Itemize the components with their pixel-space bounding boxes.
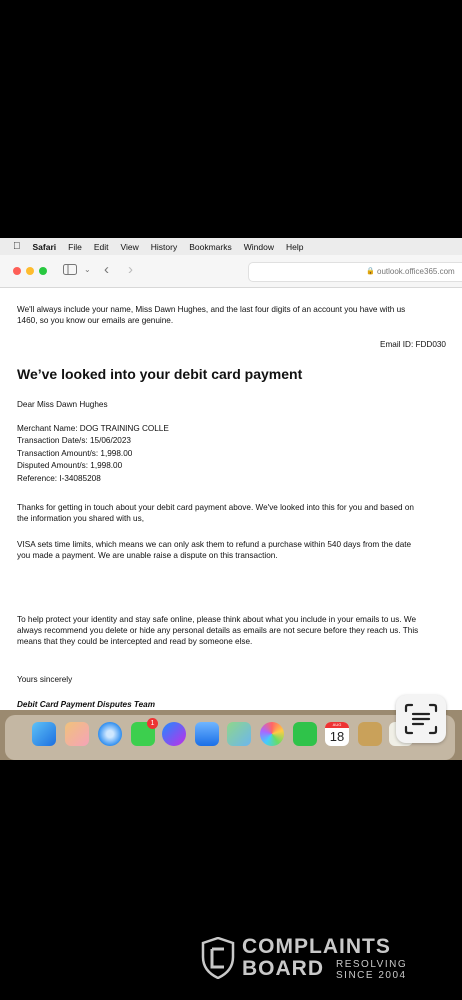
back-button[interactable]: ‹ <box>104 261 109 278</box>
reference: Reference: I-34085208 <box>17 474 101 483</box>
paragraph-3-line-1: To help protect your identity and stay safe online, please think about what you include in your emails to us. We <box>17 615 416 624</box>
paragraph-1-line-1: Thanks for getting in touch about your debit card payment above. We've looked into this for you and based on <box>17 503 414 512</box>
photos-icon[interactable] <box>260 722 284 746</box>
menu-bookmarks[interactable]: Bookmarks <box>181 241 225 252</box>
paragraph-2-line-1: VISA sets time limits, which means we can only ask them to refund a purchase within 540 days from the date <box>17 540 412 549</box>
messages-badge: 1 <box>147 718 158 729</box>
paragraph-3-line-3: means that they could be intercepted and read by someone else. <box>17 637 253 646</box>
menu-history[interactable]: History <box>143 241 170 252</box>
chevron-down-icon[interactable]: ⌄ <box>84 265 91 274</box>
mac-menu-bar <box>0 238 462 255</box>
browser-toolbar <box>0 255 462 288</box>
menu-help[interactable]: Help <box>278 241 296 252</box>
calendar-month: AUG <box>325 722 349 728</box>
paragraph-2-line-2: you made a payment. We are unable raise a dispute on this transaction. <box>17 551 278 560</box>
watermark-tagline-1: RESOLVING <box>336 959 408 970</box>
menu-edit[interactable]: Edit <box>86 241 101 252</box>
address-bar[interactable] <box>248 262 462 282</box>
sidebar-toggle-icon[interactable] <box>63 264 77 278</box>
paragraph-1-line-2: the information you shared with us, <box>17 514 144 523</box>
address-url: outlook.office365.com <box>377 267 455 276</box>
maps-icon[interactable] <box>227 722 251 746</box>
zoom-window-button[interactable] <box>39 267 47 275</box>
lock-icon: 🔒 <box>366 268 375 275</box>
disputed-amount: Disputed Amount/s: 1,998.00 <box>17 461 123 470</box>
signature: Debit Card Payment Disputes Team <box>17 700 156 709</box>
finder-icon[interactable] <box>32 722 56 746</box>
complaints-board-shield-logo <box>201 937 235 979</box>
text-scan-icon <box>396 695 446 743</box>
safari-icon[interactable] <box>98 722 122 746</box>
closing: Yours sincerely <box>17 675 73 684</box>
watermark-tagline-2: SINCE 2004 <box>336 970 407 981</box>
intro-line-1: We'll always include your name, Miss Dawn Hughes, and the last four digits of an account you have with us <box>17 305 406 314</box>
merchant-name: Merchant Name: DOG TRAINING COLLE <box>17 424 169 433</box>
apple-icon[interactable] <box>13 241 21 252</box>
menu-file[interactable]: File <box>60 241 75 252</box>
watermark-line-2: BOARD <box>242 957 324 980</box>
scan-text-button[interactable] <box>396 695 446 743</box>
email-heading: We’ve looked into your debit card payment <box>17 366 303 382</box>
menu-window[interactable]: Window <box>236 241 267 252</box>
notes-icon[interactable] <box>358 722 382 746</box>
messenger-icon[interactable] <box>162 722 186 746</box>
forward-button[interactable]: › <box>128 261 133 278</box>
mac-screen <box>0 238 462 760</box>
intro-line-2: 1460, so you know our emails are genuine. <box>17 316 174 325</box>
watermark-line-1: COMPLAINTS <box>242 935 391 958</box>
email-id: Email ID: FDD030 <box>380 340 446 349</box>
menu-app-name[interactable]: Safari <box>25 241 49 252</box>
minimize-window-button[interactable] <box>26 267 34 275</box>
transaction-date: Transaction Date/s: 15/06/2023 <box>17 436 131 445</box>
email-body <box>0 288 462 718</box>
launchpad-icon[interactable] <box>65 722 89 746</box>
paragraph-3-line-2: always recommend you delete or hide any personal details as emails are not secure before they reach us. This <box>17 626 419 635</box>
calendar-day: 18 <box>329 729 345 744</box>
menu-view[interactable]: View <box>112 241 132 252</box>
facetime-icon[interactable] <box>293 722 317 746</box>
mail-icon[interactable] <box>195 722 219 746</box>
salutation: Dear Miss Dawn Hughes <box>17 400 108 409</box>
transaction-amount: Transaction Amount/s: 1,998.00 <box>17 449 133 458</box>
close-window-button[interactable] <box>13 267 21 275</box>
